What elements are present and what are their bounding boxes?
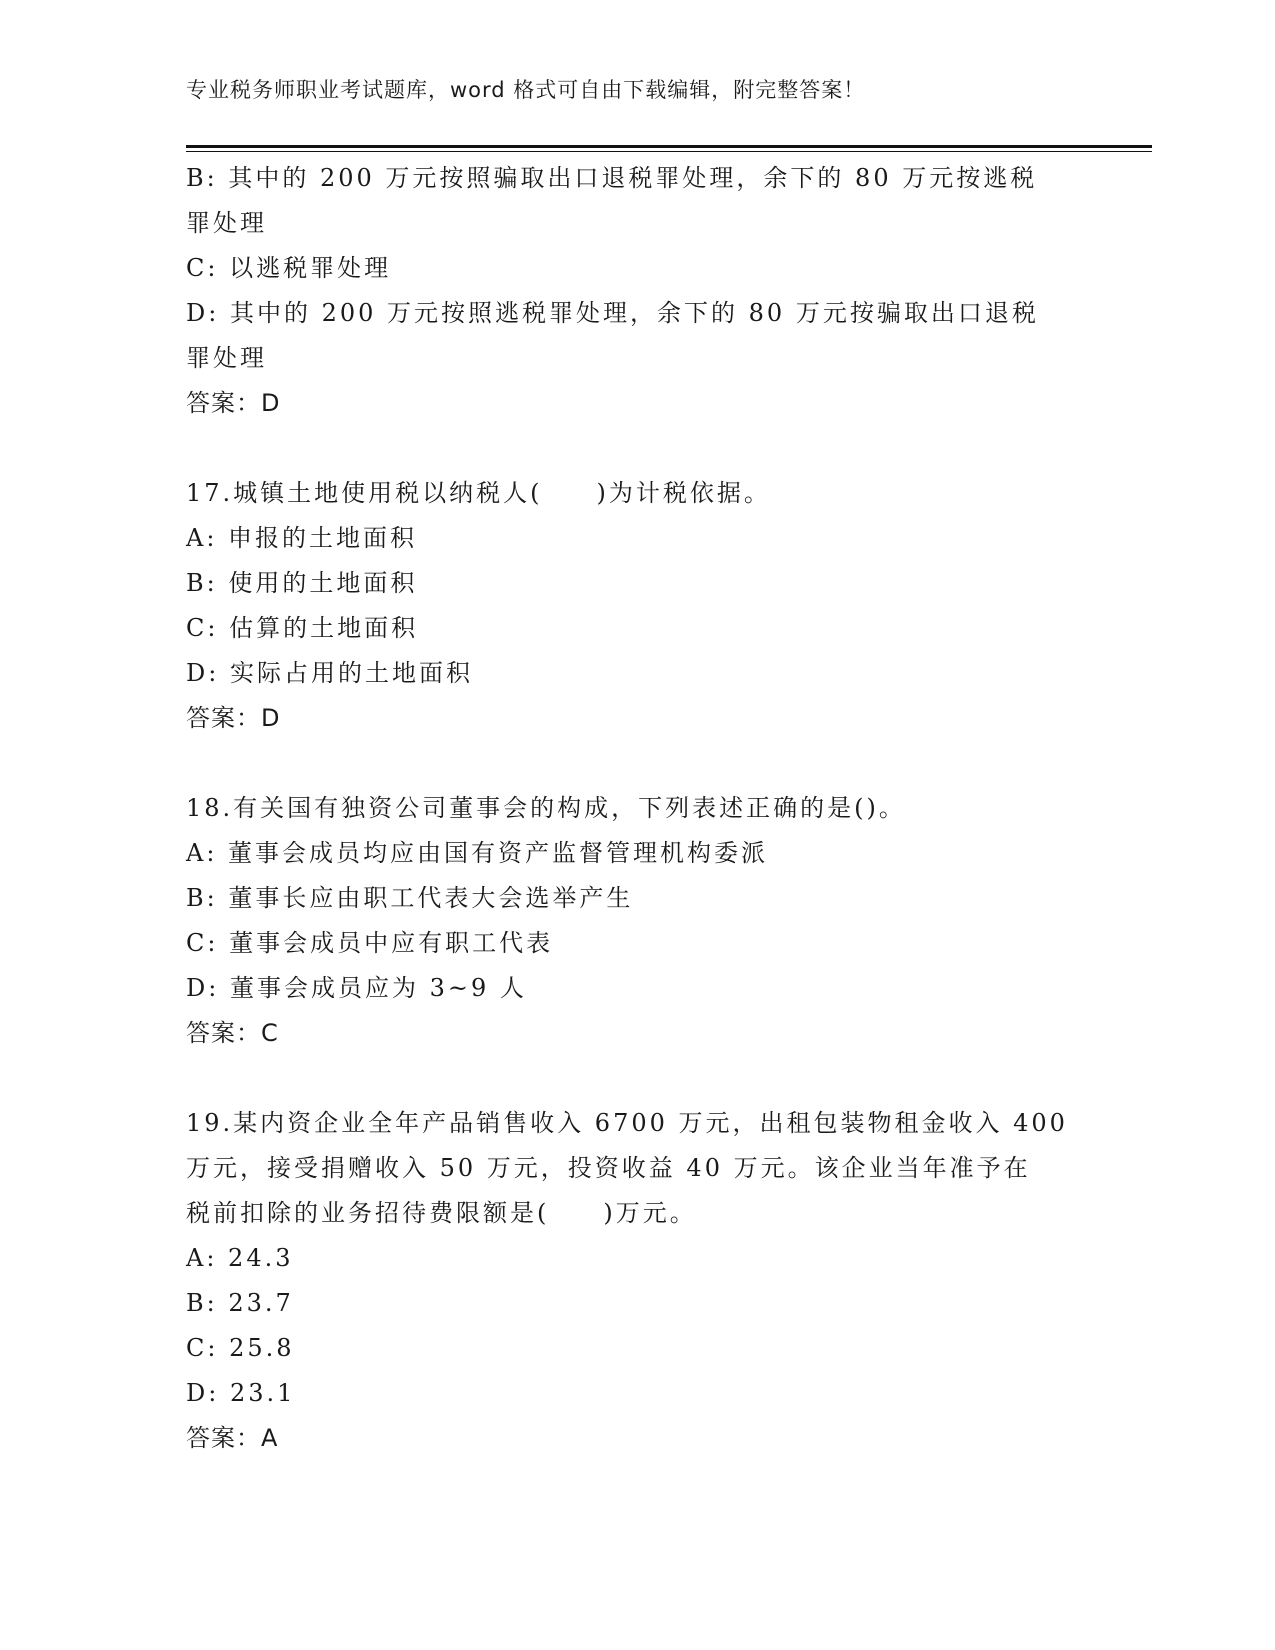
continued-question: [186, 156, 1086, 426]
header-rule-thin: [186, 151, 1152, 152]
question-stem: 19.某内资企业全年产品销售收入 6700 万元，出租包装物租金收入 400: [186, 1109, 1068, 1137]
option-d: D: 23.1: [186, 1379, 296, 1407]
option-c: C: 董事会成员中应有职工代表: [186, 929, 554, 957]
question-stem: 18.有关国有独资公司董事会的构成，下列表述正确的是()。: [186, 794, 906, 822]
answer-line: 答案：A: [186, 1424, 279, 1452]
answer-line: 答案：C: [186, 1019, 279, 1047]
option-line: 罪处理: [186, 344, 267, 372]
spacer: [186, 741, 1086, 786]
option-c: C: 25.8: [186, 1334, 295, 1362]
question-stem: 税前扣除的业务招待费限额是( )万元。: [186, 1199, 697, 1227]
question-stem: 万元，接受捐赠收入 50 万元，投资收益 40 万元。该企业当年准予在: [186, 1154, 1031, 1182]
spacer: [186, 426, 1086, 471]
option-a: A: 董事会成员均应由国有资产监督管理机构委派: [186, 839, 769, 867]
option-b: B: 23.7: [186, 1289, 294, 1317]
option-line: D: 其中的 200 万元按照逃税罪处理，余下的 80 万元按骗取出口退税: [186, 299, 1039, 327]
option-line: B: 其中的 200 万元按照骗取出口退税罪处理，余下的 80 万元按逃税: [186, 164, 1038, 192]
question-content: [186, 156, 1086, 1461]
option-a: A: 24.3: [186, 1244, 294, 1272]
question-18: [186, 786, 1086, 1056]
option-d: D: 董事会成员应为 3~9 人: [186, 974, 527, 1002]
option-c: C: 估算的土地面积: [186, 614, 419, 642]
option-line: 罪处理: [186, 209, 267, 237]
spacer: [186, 1056, 1086, 1101]
option-a: A: 申报的土地面积: [186, 524, 418, 552]
answer-line: 答案：D: [186, 704, 281, 732]
header-rule-thick: [186, 145, 1152, 148]
question-19: [186, 1101, 1086, 1461]
question-17: [186, 471, 1086, 741]
answer-line: 答案：D: [186, 389, 281, 417]
question-stem: 17.城镇土地使用税以纳税人( )为计税依据。: [186, 479, 771, 507]
page-header: 专业税务师职业考试题库，word 格式可自由下载编辑，附完整答案！: [186, 78, 866, 102]
option-d: D: 实际占用的土地面积: [186, 659, 473, 687]
option-b: B: 使用的土地面积: [186, 569, 418, 597]
option-line: C: 以逃税罪处理: [186, 254, 392, 282]
option-b: B: 董事长应由职工代表大会选举产生: [186, 884, 634, 912]
